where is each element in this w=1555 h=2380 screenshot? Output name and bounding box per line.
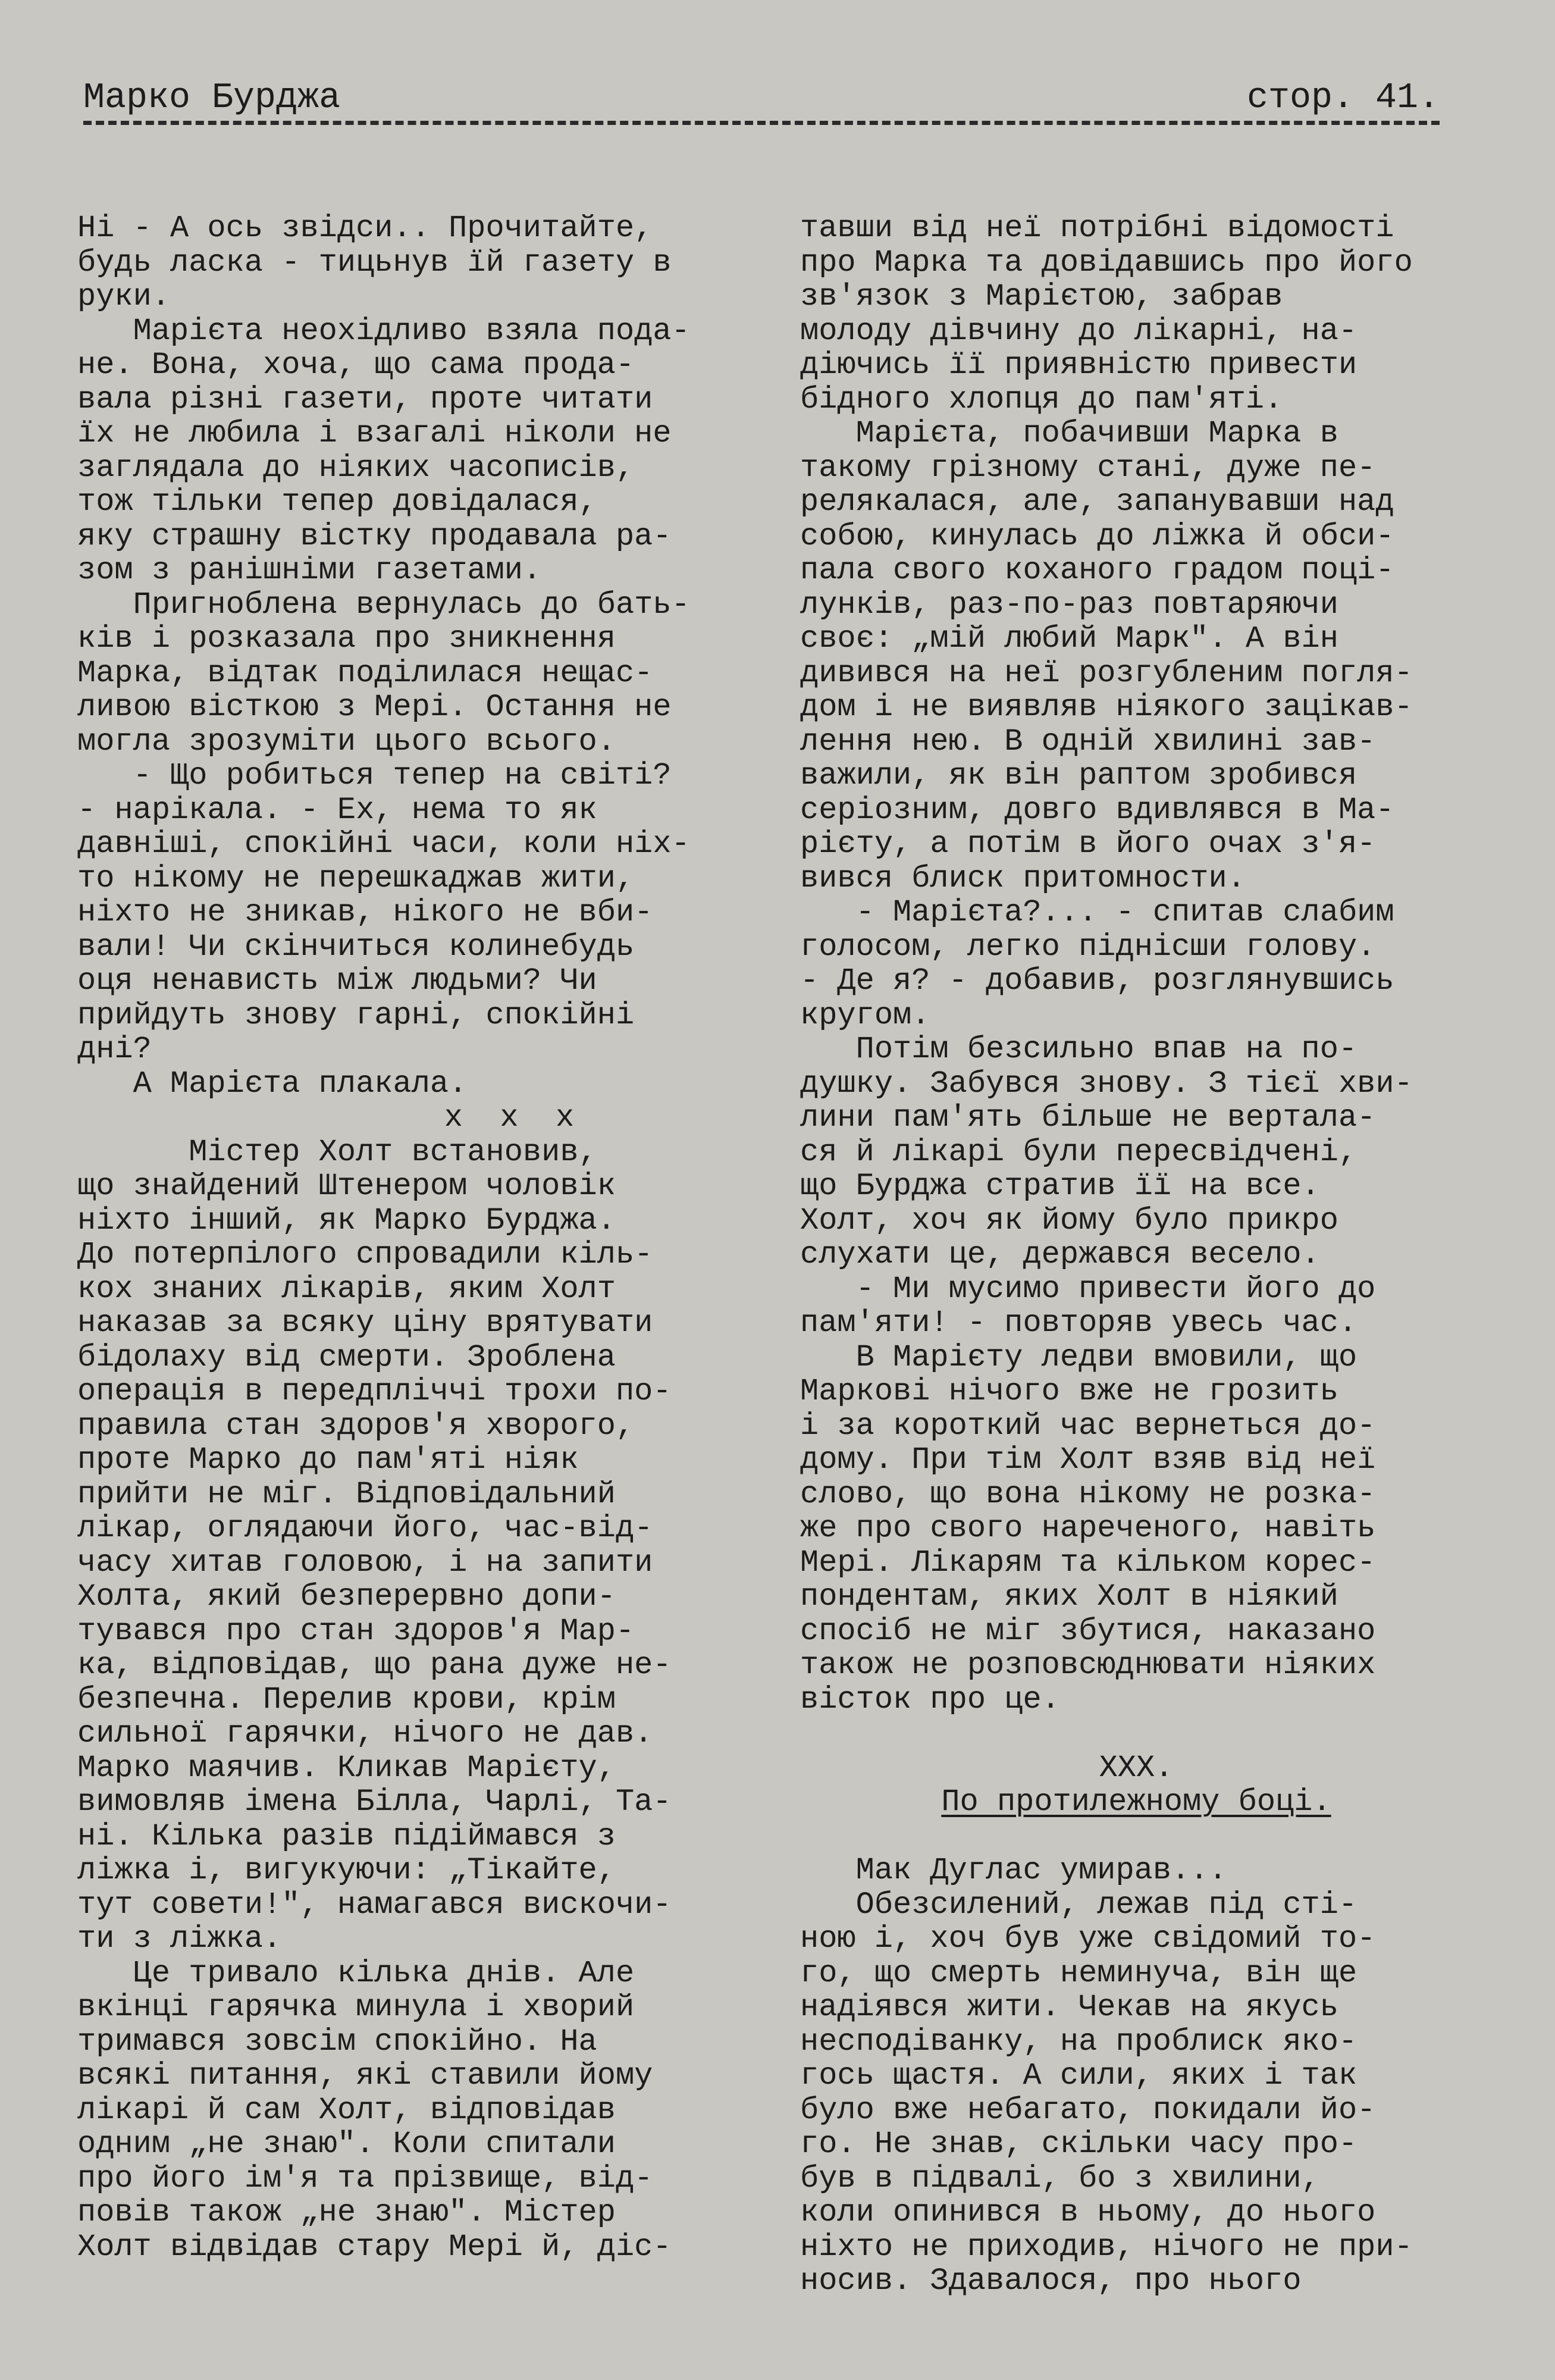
text-line: тувався про стан здоров'я Мар-: [77, 1613, 635, 1649]
text-line: ливою вісткою з Мері. Остання не: [77, 690, 672, 725]
text-line: - Марієта?... - спитав слабим: [800, 895, 1394, 930]
text-line: також не розповсюднювати ніяких: [800, 1648, 1376, 1683]
right-text-column: [800, 211, 1472, 2298]
text-line: всякі питання, які ставили йому: [77, 2058, 653, 2093]
page-header: [83, 74, 1440, 122]
chapter-title: [800, 1785, 1472, 1820]
text-line: і за короткий час вернеться до-: [800, 1408, 1376, 1443]
text-line: вала різні газети, проте читати: [77, 381, 653, 417]
text-line: правила стан здоров'я хворого,: [77, 1408, 635, 1443]
text-line: дивився на неї розгубленим погля-: [800, 655, 1413, 691]
text-line: гось щастя. А сили, яких і так: [800, 2058, 1358, 2093]
text-line: х х х: [258, 1100, 575, 1135]
text-line: го. Не знав, скільки часу про-: [800, 2127, 1358, 2162]
text-line: - нарікала. - Ех, нема то як: [77, 792, 597, 828]
text-line: Ні - А ось звідси.. Прочитайте,: [77, 211, 653, 246]
text-line: зв'язок з Марієтою, забрав: [800, 279, 1283, 314]
text-line: давніші, спокійні часи, коли ніх-: [77, 826, 690, 862]
right-column-text-top: [800, 211, 1472, 1717]
text-line: ніхто не приходив, нічого не при-: [800, 2229, 1413, 2265]
text-line: не. Вона, хоча, що сама продa-: [77, 347, 635, 383]
text-line: лини пам'ять більше не вертала-: [800, 1100, 1376, 1135]
text-line: Маркові нічого вже не грозить: [800, 1374, 1338, 1409]
text-line: Мак Дуглас умирав...: [800, 1853, 1227, 1888]
text-line: лення нею. В одній хвилині зав-: [800, 724, 1376, 759]
text-line: такому грізному стані, дуже пе-: [800, 450, 1376, 486]
text-line: про Марка та довідавшись про його: [800, 245, 1413, 280]
text-line: спосіб не міг збутися, наказано: [800, 1613, 1376, 1649]
text-line: молоду дівчину до лікарні, на-: [800, 313, 1358, 349]
text-line: яку страшну вістку продавала ра-: [77, 518, 672, 554]
text-line: душку. Забувся знову. З тієї хви-: [800, 1066, 1413, 1101]
text-line: слово, що вона нікому не розка-: [800, 1476, 1376, 1512]
text-line: кругом.: [800, 997, 930, 1033]
text-line: кох знаних лікарів, яким Холт: [77, 1271, 616, 1307]
text-line: що знайдений Штенером чоловік: [77, 1169, 616, 1204]
chapter-number: XXX.: [1099, 1750, 1174, 1786]
text-line: оця ненависть між людьми? Чи: [77, 963, 597, 998]
text-line: ліжка і, вигукуючи: „Тікайте,: [77, 1853, 616, 1888]
text-line: В Марієту ледви вмовили, що: [800, 1339, 1358, 1375]
text-line: могла зрозуміти цього всього.: [77, 724, 616, 759]
text-line: Марієта неохідливо взяла пода-: [77, 313, 690, 349]
text-line: руки.: [77, 279, 171, 314]
text-line: дом і не виявляв ніякого зацікав-: [800, 690, 1413, 725]
text-line: Містер Холт встановив,: [77, 1134, 597, 1170]
text-line: прийти не міг. Відповідальний: [77, 1476, 616, 1512]
text-line: го, що смерть неминуча, він ще: [800, 1955, 1358, 1991]
text-line: ся й лікарі були пересвідчені,: [800, 1134, 1358, 1170]
text-line: Холт відвідав стару Мері й, діс-: [77, 2229, 672, 2265]
text-line: бідного хлопця до пам'яті.: [800, 381, 1283, 417]
text-line: А Марієта плакала.: [77, 1066, 468, 1101]
text-line: своє: „мій любий Марк". А він: [800, 621, 1338, 656]
chapter-title-text: По протилежному боці.: [941, 1784, 1331, 1820]
text-line: рієту, а потім в його очах з'я-: [800, 826, 1376, 862]
text-line: голосом, легко піднісши голову.: [800, 929, 1376, 964]
text-line: пам'яти! - повторяв увесь час.: [800, 1305, 1358, 1341]
text-line: пондентам, яких Холт в ніякий: [800, 1579, 1338, 1614]
text-line: проте Марко до пам'яті ніяк: [77, 1442, 579, 1477]
text-line: що Бурджа стратив її на все.: [800, 1169, 1320, 1204]
text-line: же про свого нареченого, навіть: [800, 1511, 1376, 1546]
spacer: [800, 1820, 1472, 1854]
text-line: Марка, відтак поділилася нещас-: [77, 655, 653, 691]
text-line: ка, відповідав, що рана дуже не-: [77, 1648, 672, 1683]
text-line: вився блиск притомности.: [800, 860, 1246, 896]
right-column-text-bottom: [800, 1853, 1472, 2298]
text-line: було вже небагато, покидали йо-: [800, 2092, 1376, 2128]
text-line: Це тривало кілька днів. Але: [77, 1955, 635, 1991]
text-line: заглядала до ніяких часописів,: [77, 450, 635, 486]
text-line: тут совети!", намагався вискочи-: [77, 1887, 672, 1922]
text-line: Пригноблена вернулась до бать-: [77, 587, 690, 622]
text-line: дому. При тім Холт взяв від неї: [800, 1442, 1376, 1477]
text-line: лікар, оглядаючи його, час-від-: [77, 1511, 653, 1546]
text-line: одним „не знаю". Коли спитали: [77, 2127, 616, 2162]
text-line: часу хитав головою, і на запити: [77, 1545, 653, 1580]
text-line: тавши від неї потрібні відомості: [800, 211, 1394, 246]
text-line: - Де я? - добавив, розглянувшись: [800, 963, 1394, 998]
text-line: лікарі й сам Холт, відповідав: [77, 2092, 616, 2128]
text-line: - Ми мусимо привести його до: [800, 1271, 1376, 1307]
text-line: будь ласка - тицьнув їй газету в: [77, 245, 672, 280]
text-line: пала свого коханого градом поці-: [800, 553, 1394, 588]
text-line: Потім безсильно впав на по-: [800, 1032, 1358, 1067]
header-dashed-rule: [83, 121, 1440, 125]
text-line: вкінці гарячка минула і хворий: [77, 1990, 635, 2025]
text-line: дні?: [77, 1032, 152, 1067]
text-line: Марко маячив. Кликав Марієту,: [77, 1750, 616, 1786]
text-line: лунків, раз-по-раз повтаряючи: [800, 587, 1338, 622]
left-text-column: [77, 211, 755, 2264]
text-line: ною і, хоч був уже свідомий то-: [800, 1921, 1376, 1956]
text-line: сильної гарячки, нічого не дав.: [77, 1716, 653, 1751]
text-line: ти з ліжка.: [77, 1921, 282, 1956]
text-line: ніхто не зникав, нікого не вби-: [77, 895, 653, 930]
text-line: - Що робиться тепер на світі?: [77, 758, 672, 793]
text-line: тож тільки тепер довідалася,: [77, 484, 597, 519]
text-line: зом з ранішніми газетами.: [77, 553, 542, 588]
text-line: повів також „не знаю". Містер: [77, 2195, 616, 2230]
text-line: ків і розказала про зникнення: [77, 621, 616, 656]
text-line: наказав за всяку ціну врятувати: [77, 1305, 653, 1341]
text-line: Холта, який безперервно допи-: [77, 1579, 616, 1614]
text-line: вимовляв імена Білла, Чарлі, Та-: [77, 1784, 672, 1820]
text-line: релякалася, але, запанувавши над: [800, 484, 1394, 519]
text-line: несподіванку, на проблиск яко-: [800, 2024, 1358, 2059]
text-line: ніхто інший, як Марко Бурджа.: [77, 1202, 616, 1238]
text-line: операція в передпліччі трохи по-: [77, 1374, 672, 1409]
text-line: важили, як він раптом зробився: [800, 758, 1358, 793]
text-line: собою, кинулась до ліжка й обси-: [800, 518, 1394, 554]
running-head-author: Марко Бурджа: [83, 78, 341, 118]
text-line: прийдуть знову гарні, спокійні: [77, 997, 635, 1033]
text-line: Холт, хоч як йому було прикро: [800, 1202, 1338, 1238]
text-line: Марієта, побачивши Марка в: [800, 416, 1338, 451]
text-line: то нікому не перешкаджав жити,: [77, 860, 635, 896]
page-number: стор. 41.: [1246, 78, 1440, 118]
text-line: До потерпілого спровадили кіль-: [77, 1237, 653, 1272]
text-line: коли опинився в ньому, до нього: [800, 2195, 1376, 2230]
text-line: був в підвалі, бо з хвилини,: [800, 2160, 1320, 2196]
text-line: тримався зовсім спокійно. На: [77, 2024, 597, 2059]
text-line: слухати це, держався весело.: [800, 1237, 1320, 1272]
text-line: вісток про це.: [800, 1681, 1060, 1717]
text-line: ні. Кілька разів підіймався з: [77, 1818, 616, 1854]
text-line: про його ім'я та прізвище, від-: [77, 2160, 653, 2196]
text-line: надіявся жити. Чекав на якусь: [800, 1990, 1338, 2025]
text-line: серіозним, довго вдивлявся в Ма-: [800, 792, 1394, 828]
text-line: Мері. Лікарям та кільком корес-: [800, 1545, 1376, 1580]
text-line: безпечна. Перелив крови, крім: [77, 1681, 616, 1717]
text-line: Обезсилений, лежав під сті-: [800, 1887, 1358, 1922]
text-line: їх не любила і взагалі ніколи не: [77, 416, 672, 451]
text-line: діючись її приявністю привести: [800, 347, 1358, 383]
text-line: бідолаху від смерти. Зроблена: [77, 1339, 616, 1375]
text-line: носив. Здавалося, про нього: [800, 2263, 1302, 2298]
spacer: [800, 1717, 1472, 1751]
text-line: вали! Чи скінчиться колинебудь: [77, 929, 635, 964]
